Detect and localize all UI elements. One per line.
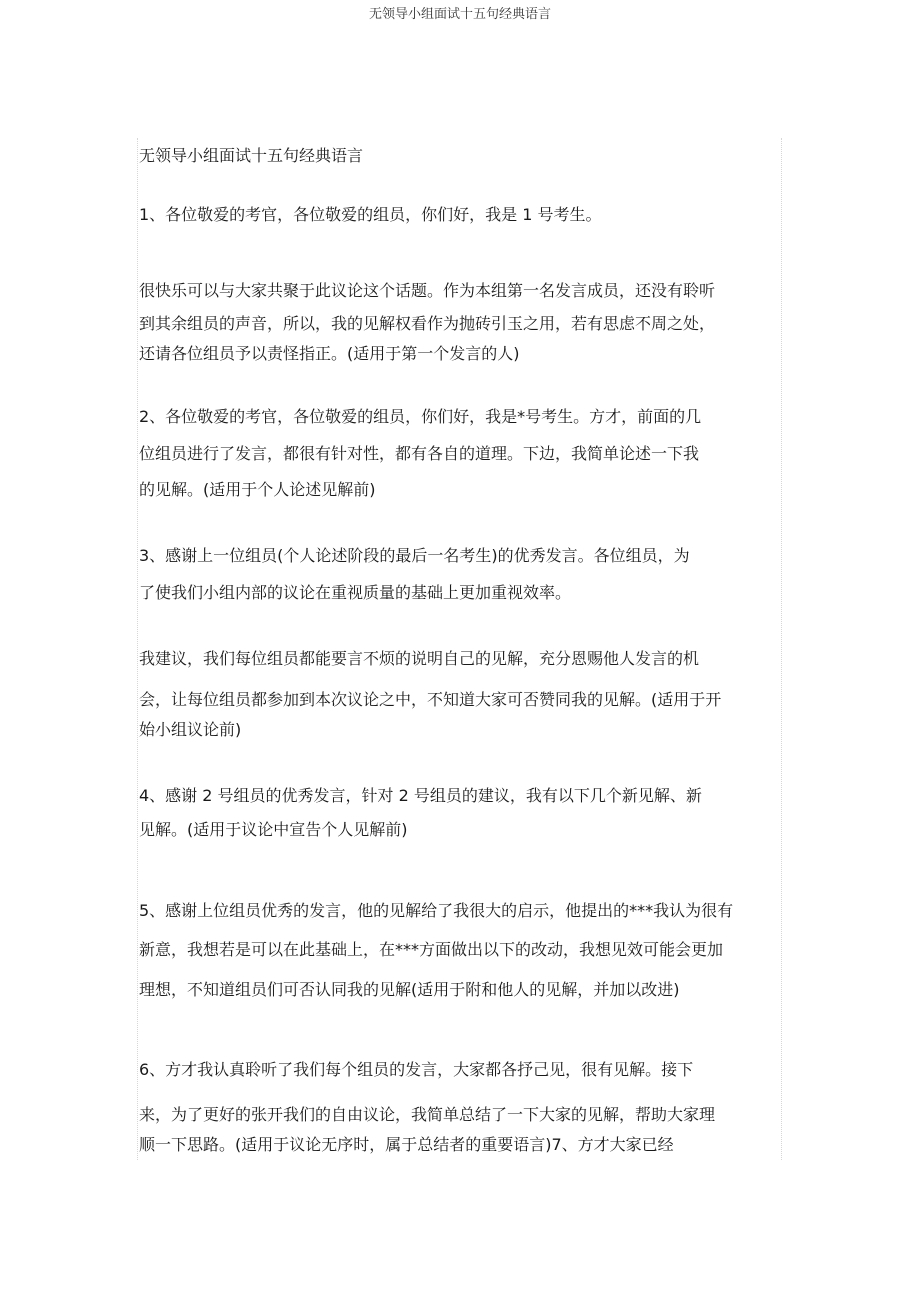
running-header: 无领导小组面试十五句经典语言	[368, 7, 551, 22]
paragraph-2-line-3: 还请各位组员予以责怪指正。(适用于第一个发言的人)	[139, 344, 520, 363]
paragraph-2-line-1: 很快乐可以与大家共聚于此议论这个话题。作为本组第一名发言成员，还没有聆听	[139, 281, 716, 300]
paragraph-4-line-2: 了使我们小组内部的议论在重视质量的基础上更加重视效率。	[139, 583, 572, 602]
paragraph-8-line-2: 来，为了更好的张开我们的自由议论，我简单总结了一下大家的见解，帮助大家理	[139, 1105, 716, 1124]
paragraph-5-line-1: 我建议，我们每位组员都能要言不烦的说明自己的见解，充分恩赐他人发言的机	[139, 649, 700, 668]
paragraph-1-line-1: 1、各位敬爱的考官，各位敬爱的组员，你们好，我是 1 号考生。	[139, 205, 602, 224]
paragraph-7-line-3: 理想，不知道组员们可否认同我的见解(适用于附和他人的见解，并加以改进)	[139, 980, 680, 999]
left-margin-guide	[137, 138, 138, 1160]
paragraph-4-line-1: 3、感谢上一位组员(个人论述阶段的最后一名考生)的优秀发言。各位组员，为	[139, 546, 690, 565]
paragraph-3-line-2: 位组员进行了发言，都很有针对性，都有各自的道理。下边，我简单论述一下我	[139, 444, 700, 463]
paragraph-7-line-1: 5、感谢上位组员优秀的发言，他的见解给了我很大的启示，他提出的***我认为很有	[139, 901, 734, 920]
paragraph-2-line-2: 到其余组员的声音，所以，我的见解权看作为抛砖引玉之用，若有思虑不周之处，	[139, 314, 716, 333]
paragraph-8-line-3: 顺一下思路。(适用于议论无序时，属于总结者的重要语言)7、方才大家已经	[139, 1135, 674, 1154]
paragraph-8-line-1: 6、方才我认真聆听了我们每个组员的发言，大家都各抒己见，很有见解。接下	[139, 1060, 694, 1079]
paragraph-6-line-1: 4、感谢 2 号组员的优秀发言，针对 2 号组员的建议，我有以下几个新见解、新	[139, 786, 702, 805]
right-margin-guide	[781, 138, 782, 1160]
paragraph-5-line-2: 会，让每位组员都参加到本次议论之中，不知道大家可否赞同我的见解。(适用于开	[139, 690, 722, 709]
paragraph-6-line-2: 见解。(适用于议论中宣告个人见解前)	[139, 820, 408, 839]
document-title: 无领导小组面试十五句经典语言	[139, 146, 364, 165]
paragraph-3-line-3: 的见解。(适用于个人论述见解前)	[139, 480, 376, 499]
paragraph-7-line-2: 新意，我想若是可以在此基础上，在***方面做出以下的改动，我想见效可能会更加	[139, 940, 724, 959]
paragraph-3-line-1: 2、各位敬爱的考官，各位敬爱的组员，你们好，我是*号考生。方才，前面的几	[139, 407, 702, 426]
paragraph-5-line-3: 始小组议论前)	[139, 720, 242, 739]
